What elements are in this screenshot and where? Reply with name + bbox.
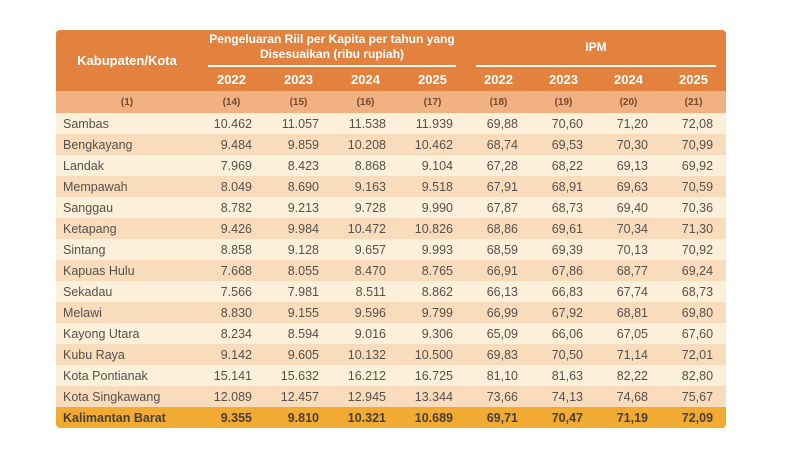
cell-pengeluaran-2024: 10.208 bbox=[332, 134, 399, 155]
cell-pengeluaran-2024: 8.470 bbox=[332, 260, 399, 281]
cell-ipm-2024: 69,63 bbox=[596, 176, 661, 197]
cell-ipm-2025: 72,08 bbox=[661, 113, 726, 134]
column-header-kabupaten-kota: Kabupaten/Kota bbox=[56, 30, 198, 91]
header-column-numbers-row bbox=[56, 91, 726, 113]
column-number-ipm-4: (21) bbox=[661, 91, 726, 113]
row-label: Kota Pontianak bbox=[56, 365, 198, 386]
cell-ipm-2022: 68,86 bbox=[466, 218, 531, 239]
cell-pengeluaran-2024: 10.472 bbox=[332, 218, 399, 239]
column-number-pengeluaran-2: (15) bbox=[265, 91, 332, 113]
cell-ipm-2023: 66,83 bbox=[531, 281, 596, 302]
year-header-pengeluaran-2022: 2022 bbox=[198, 67, 265, 91]
table-row-sambas bbox=[56, 113, 726, 134]
table-row-sintang bbox=[56, 239, 726, 260]
cell-ipm-2022: 69,71 bbox=[466, 407, 531, 428]
cell-pengeluaran-2022: 9.426 bbox=[198, 218, 265, 239]
cell-pengeluaran-2023: 9.859 bbox=[265, 134, 332, 155]
row-label: Sekadau bbox=[56, 281, 198, 302]
cell-pengeluaran-2022: 8.234 bbox=[198, 323, 265, 344]
cell-ipm-2025: 69,92 bbox=[661, 155, 726, 176]
year-header-ipm-2023: 2023 bbox=[531, 67, 596, 91]
table-body bbox=[56, 113, 726, 428]
table-header bbox=[56, 30, 726, 113]
cell-pengeluaran-2023: 15.632 bbox=[265, 365, 332, 386]
row-label: Sintang bbox=[56, 239, 198, 260]
cell-ipm-2025: 72,01 bbox=[661, 344, 726, 365]
cell-pengeluaran-2023: 11.057 bbox=[265, 113, 332, 134]
ipm-pengeluaran-table bbox=[56, 30, 726, 428]
cell-ipm-2023: 69,61 bbox=[531, 218, 596, 239]
group-header-ipm bbox=[466, 30, 726, 67]
cell-ipm-2024: 70,13 bbox=[596, 239, 661, 260]
row-label: Bengkayang bbox=[56, 134, 198, 155]
cell-ipm-2024: 69,13 bbox=[596, 155, 661, 176]
cell-ipm-2024: 68,77 bbox=[596, 260, 661, 281]
cell-pengeluaran-2023: 8.055 bbox=[265, 260, 332, 281]
cell-ipm-2023: 67,86 bbox=[531, 260, 596, 281]
table-row-mempawah bbox=[56, 176, 726, 197]
cell-pengeluaran-2024: 9.657 bbox=[332, 239, 399, 260]
cell-pengeluaran-2023: 9.128 bbox=[265, 239, 332, 260]
cell-pengeluaran-2025: 10.826 bbox=[399, 218, 466, 239]
cell-ipm-2025: 67,60 bbox=[661, 323, 726, 344]
table-row-bengkayang bbox=[56, 134, 726, 155]
cell-pengeluaran-2024: 9.728 bbox=[332, 197, 399, 218]
cell-pengeluaran-2023: 9.213 bbox=[265, 197, 332, 218]
row-label: Ketapang bbox=[56, 218, 198, 239]
cell-ipm-2024: 68,81 bbox=[596, 302, 661, 323]
cell-pengeluaran-2022: 15.141 bbox=[198, 365, 265, 386]
cell-ipm-2024: 71,19 bbox=[596, 407, 661, 428]
cell-ipm-2022: 68,59 bbox=[466, 239, 531, 260]
cell-pengeluaran-2023: 8.594 bbox=[265, 323, 332, 344]
table-row-sekadau bbox=[56, 281, 726, 302]
cell-pengeluaran-2025: 10.689 bbox=[399, 407, 466, 428]
data-table bbox=[56, 30, 726, 428]
cell-ipm-2022: 65,09 bbox=[466, 323, 531, 344]
cell-ipm-2022: 69,83 bbox=[466, 344, 531, 365]
cell-pengeluaran-2024: 9.016 bbox=[332, 323, 399, 344]
cell-ipm-2025: 75,67 bbox=[661, 386, 726, 407]
cell-pengeluaran-2024: 8.868 bbox=[332, 155, 399, 176]
year-header-ipm-2022: 2022 bbox=[466, 67, 531, 91]
row-label: Sanggau bbox=[56, 197, 198, 218]
group-header-ipm-title: IPM bbox=[476, 30, 716, 67]
cell-pengeluaran-2024: 9.596 bbox=[332, 302, 399, 323]
cell-pengeluaran-2024: 9.163 bbox=[332, 176, 399, 197]
table-row-kayong-utara bbox=[56, 323, 726, 344]
column-number-ipm-3: (20) bbox=[596, 91, 661, 113]
cell-ipm-2022: 66,99 bbox=[466, 302, 531, 323]
cell-pengeluaran-2023: 7.981 bbox=[265, 281, 332, 302]
table-row-ketapang bbox=[56, 218, 726, 239]
cell-pengeluaran-2025: 11.939 bbox=[399, 113, 466, 134]
cell-ipm-2023: 70,47 bbox=[531, 407, 596, 428]
cell-pengeluaran-2024: 11.538 bbox=[332, 113, 399, 134]
cell-pengeluaran-2025: 13.344 bbox=[399, 386, 466, 407]
cell-pengeluaran-2022: 8.782 bbox=[198, 197, 265, 218]
cell-pengeluaran-2023: 9.984 bbox=[265, 218, 332, 239]
cell-ipm-2025: 70,99 bbox=[661, 134, 726, 155]
cell-pengeluaran-2025: 16.725 bbox=[399, 365, 466, 386]
cell-pengeluaran-2025: 9.799 bbox=[399, 302, 466, 323]
column-number-pengeluaran-1: (14) bbox=[198, 91, 265, 113]
cell-ipm-2024: 70,34 bbox=[596, 218, 661, 239]
group-header-pengeluaran-title: Pengeluaran Riil per Kapita per tahun yang Disesuaikan (ribu rupiah) bbox=[208, 30, 456, 67]
row-label: Kalimantan Barat bbox=[56, 407, 198, 428]
cell-pengeluaran-2022: 10.462 bbox=[198, 113, 265, 134]
cell-ipm-2024: 67,05 bbox=[596, 323, 661, 344]
cell-pengeluaran-2023: 9.810 bbox=[265, 407, 332, 428]
cell-pengeluaran-2023: 8.690 bbox=[265, 176, 332, 197]
cell-ipm-2022: 66,91 bbox=[466, 260, 531, 281]
cell-pengeluaran-2022: 9.355 bbox=[198, 407, 265, 428]
cell-pengeluaran-2025: 9.104 bbox=[399, 155, 466, 176]
year-header-pengeluaran-2023: 2023 bbox=[265, 67, 332, 91]
row-label: Kota Singkawang bbox=[56, 386, 198, 407]
cell-ipm-2024: 82,22 bbox=[596, 365, 661, 386]
cell-ipm-2022: 69,88 bbox=[466, 113, 531, 134]
cell-pengeluaran-2022: 9.142 bbox=[198, 344, 265, 365]
row-label: Kubu Raya bbox=[56, 344, 198, 365]
cell-pengeluaran-2023: 8.423 bbox=[265, 155, 332, 176]
cell-pengeluaran-2025: 10.500 bbox=[399, 344, 466, 365]
row-label: Landak bbox=[56, 155, 198, 176]
cell-pengeluaran-2022: 12.089 bbox=[198, 386, 265, 407]
cell-ipm-2024: 71,20 bbox=[596, 113, 661, 134]
cell-ipm-2025: 69,80 bbox=[661, 302, 726, 323]
cell-ipm-2023: 81,63 bbox=[531, 365, 596, 386]
table-row-kubu-raya bbox=[56, 344, 726, 365]
cell-pengeluaran-2022: 7.566 bbox=[198, 281, 265, 302]
column-number-pengeluaran-4: (17) bbox=[399, 91, 466, 113]
table-row-kota-singkawang bbox=[56, 386, 726, 407]
cell-pengeluaran-2022: 8.049 bbox=[198, 176, 265, 197]
table-row-kalimantan-barat bbox=[56, 407, 726, 428]
column-number-ipm-1: (18) bbox=[466, 91, 531, 113]
cell-ipm-2023: 67,92 bbox=[531, 302, 596, 323]
cell-ipm-2024: 74,68 bbox=[596, 386, 661, 407]
cell-ipm-2024: 69,40 bbox=[596, 197, 661, 218]
cell-pengeluaran-2024: 12.945 bbox=[332, 386, 399, 407]
cell-ipm-2022: 66,13 bbox=[466, 281, 531, 302]
cell-pengeluaran-2024: 8.511 bbox=[332, 281, 399, 302]
cell-ipm-2023: 68,73 bbox=[531, 197, 596, 218]
table-row-kapuas-hulu bbox=[56, 260, 726, 281]
cell-pengeluaran-2023: 9.155 bbox=[265, 302, 332, 323]
cell-ipm-2024: 71,14 bbox=[596, 344, 661, 365]
cell-pengeluaran-2022: 7.668 bbox=[198, 260, 265, 281]
row-label: Mempawah bbox=[56, 176, 198, 197]
cell-ipm-2025: 70,36 bbox=[661, 197, 726, 218]
column-number-ipm-2: (19) bbox=[531, 91, 596, 113]
table-row-kota-pontianak bbox=[56, 365, 726, 386]
cell-ipm-2024: 70,30 bbox=[596, 134, 661, 155]
cell-ipm-2023: 70,60 bbox=[531, 113, 596, 134]
column-number-1: (1) bbox=[56, 91, 198, 113]
row-label: Sambas bbox=[56, 113, 198, 134]
cell-ipm-2025: 71,30 bbox=[661, 218, 726, 239]
year-header-ipm-2025: 2025 bbox=[661, 67, 726, 91]
cell-pengeluaran-2022: 7.969 bbox=[198, 155, 265, 176]
cell-ipm-2024: 67,74 bbox=[596, 281, 661, 302]
cell-ipm-2022: 68,74 bbox=[466, 134, 531, 155]
cell-ipm-2023: 69,39 bbox=[531, 239, 596, 260]
column-number-pengeluaran-3: (16) bbox=[332, 91, 399, 113]
table-row-sanggau bbox=[56, 197, 726, 218]
cell-ipm-2022: 73,66 bbox=[466, 386, 531, 407]
cell-ipm-2025: 70,59 bbox=[661, 176, 726, 197]
cell-ipm-2025: 70,92 bbox=[661, 239, 726, 260]
cell-pengeluaran-2022: 8.858 bbox=[198, 239, 265, 260]
year-header-ipm-2024: 2024 bbox=[596, 67, 661, 91]
cell-ipm-2023: 68,22 bbox=[531, 155, 596, 176]
cell-ipm-2022: 67,91 bbox=[466, 176, 531, 197]
row-label: Melawi bbox=[56, 302, 198, 323]
cell-pengeluaran-2025: 8.765 bbox=[399, 260, 466, 281]
row-label: Kapuas Hulu bbox=[56, 260, 198, 281]
cell-pengeluaran-2024: 10.132 bbox=[332, 344, 399, 365]
cell-ipm-2025: 72,09 bbox=[661, 407, 726, 428]
cell-pengeluaran-2022: 8.830 bbox=[198, 302, 265, 323]
cell-ipm-2023: 74,13 bbox=[531, 386, 596, 407]
table-row-landak bbox=[56, 155, 726, 176]
year-header-pengeluaran-2024: 2024 bbox=[332, 67, 399, 91]
cell-pengeluaran-2025: 9.990 bbox=[399, 197, 466, 218]
cell-pengeluaran-2025: 9.993 bbox=[399, 239, 466, 260]
cell-ipm-2025: 68,73 bbox=[661, 281, 726, 302]
cell-pengeluaran-2025: 9.306 bbox=[399, 323, 466, 344]
cell-ipm-2025: 82,80 bbox=[661, 365, 726, 386]
cell-pengeluaran-2025: 10.462 bbox=[399, 134, 466, 155]
year-header-pengeluaran-2025: 2025 bbox=[399, 67, 466, 91]
row-label: Kayong Utara bbox=[56, 323, 198, 344]
cell-pengeluaran-2024: 16.212 bbox=[332, 365, 399, 386]
cell-ipm-2022: 67,28 bbox=[466, 155, 531, 176]
group-header-pengeluaran bbox=[198, 30, 466, 67]
cell-pengeluaran-2025: 8.862 bbox=[399, 281, 466, 302]
cell-ipm-2023: 66,06 bbox=[531, 323, 596, 344]
table-row-melawi bbox=[56, 302, 726, 323]
cell-pengeluaran-2022: 9.484 bbox=[198, 134, 265, 155]
cell-ipm-2022: 67,87 bbox=[466, 197, 531, 218]
cell-ipm-2023: 70,50 bbox=[531, 344, 596, 365]
cell-pengeluaran-2025: 9.518 bbox=[399, 176, 466, 197]
cell-ipm-2023: 68,91 bbox=[531, 176, 596, 197]
cell-ipm-2023: 69,53 bbox=[531, 134, 596, 155]
cell-ipm-2022: 81,10 bbox=[466, 365, 531, 386]
header-group-row bbox=[56, 30, 726, 67]
cell-pengeluaran-2023: 12.457 bbox=[265, 386, 332, 407]
cell-pengeluaran-2023: 9.605 bbox=[265, 344, 332, 365]
cell-ipm-2025: 69,24 bbox=[661, 260, 726, 281]
cell-pengeluaran-2024: 10.321 bbox=[332, 407, 399, 428]
